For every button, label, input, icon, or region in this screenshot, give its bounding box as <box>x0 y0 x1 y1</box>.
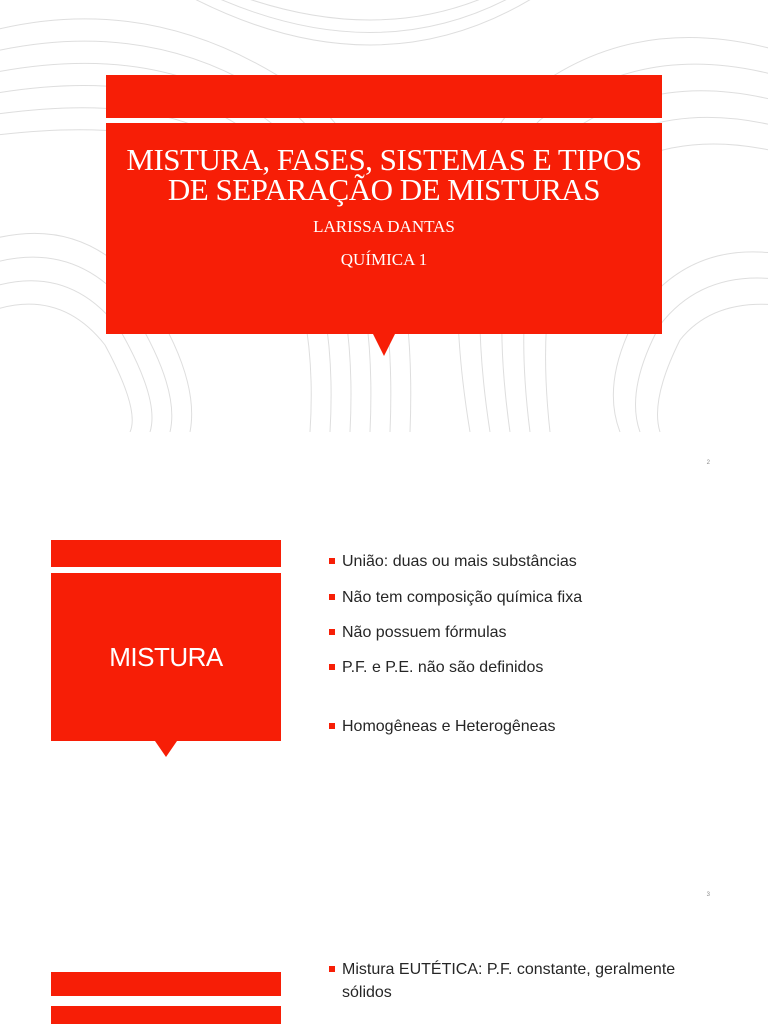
bullet-icon <box>329 629 335 635</box>
heading-header-bar <box>51 972 281 996</box>
author-name: LARISSA DANTAS <box>313 217 455 236</box>
title-header-bar <box>106 75 662 118</box>
page-number: 2 <box>706 460 710 466</box>
course-name: QUÍMICA 1 <box>340 250 428 269</box>
heading-box <box>51 1006 281 1024</box>
page-number: 3 <box>706 892 710 898</box>
content-slide-mistura <box>0 444 768 864</box>
title-pointer-arrow <box>373 334 395 356</box>
title-box <box>106 123 662 334</box>
bullet-icon <box>329 966 335 972</box>
presentation-title: MISTURA, FASES, SISTEMAS E TIPOS DE SEPARAÇÃO DE MISTURAS <box>126 142 642 207</box>
bullet-icon <box>329 594 335 600</box>
heading-box <box>51 573 281 741</box>
bullet-list <box>329 550 729 738</box>
list-item: União: duas ou mais substâncias <box>329 550 729 573</box>
heading-header-bar <box>51 540 281 567</box>
content-slide-3 <box>0 876 768 1024</box>
slide-separator <box>0 864 768 876</box>
bullet-list <box>329 958 729 1004</box>
bullet-icon <box>329 558 335 564</box>
list-item: Não possuem fórmulas <box>329 621 729 644</box>
list-item: P.F. e P.E. não são definidos <box>329 656 729 679</box>
list-item: Não tem composição química fixa <box>329 586 729 609</box>
bullet-icon <box>329 664 335 670</box>
title-slide <box>0 0 768 432</box>
bullet-icon <box>329 723 335 729</box>
list-item: Homogêneas e Heterogêneas <box>329 715 729 738</box>
list-item: Mistura EUTÉTICA: P.F. constante, geralmente sólidos <box>329 958 702 1004</box>
slide-heading: MISTURA <box>109 642 223 672</box>
slide-separator <box>0 432 768 444</box>
heading-pointer-arrow <box>155 741 177 757</box>
